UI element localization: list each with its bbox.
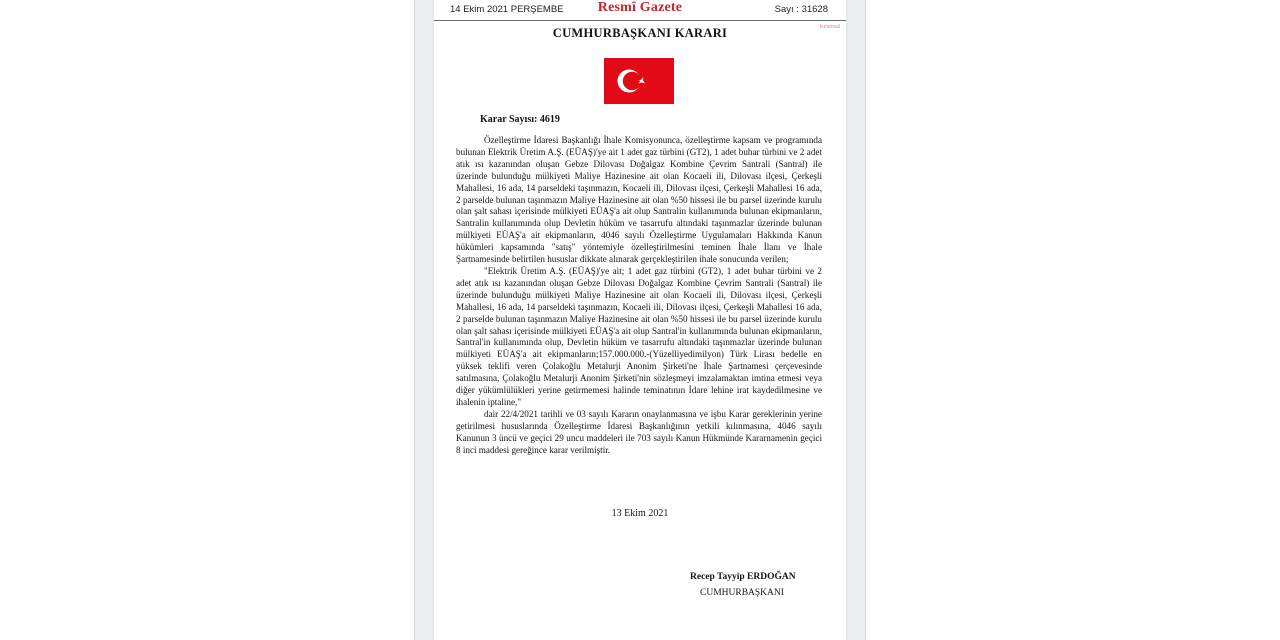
gazette-page xyxy=(434,0,846,640)
signer-title: CUMHURBAŞKANI xyxy=(700,588,784,598)
header-date: 14 Ekim 2021 PERŞEMBE xyxy=(450,4,564,15)
decision-heading: CUMHURBAŞKANI KARARI xyxy=(552,26,728,40)
watermark-stamp: kurumsal xyxy=(819,24,840,30)
crescent-inner xyxy=(623,72,641,90)
decision-number: Karar Sayısı: 4619 xyxy=(480,114,560,125)
gazette-header xyxy=(434,0,846,21)
decision-body xyxy=(456,135,822,456)
paragraph-intro: Özelleştirme İdaresi Başkanlığı İhale Komisyonunca, özelleştirme kapsam ve programında bulunan Elektrik Üretim A.Ş. (EÜAŞ)'ye ait 1 adet gaz türbini (GT2), 1 adet buhar türbini ve 2 adet atık ısı kazanından oluşan Gebze Dilovası Doğalgaz Kombine Çevrim Santrali (Santral) ile üzerinde bulunduğu mülkiyeti Maliye Hazinesine ait olan Kocaeli ili, Dilovası ilçesi, Çerkeşli Mahallesi, 16 ada, 14 parseldeki taşınmazın, Kocaeli ili, Dilovası ilçesi, Çerkeşli Mahallesi 16 ada, 2 parselde bulunan taşınmazın Maliye Hazinesine ait olan %50 hissesi ile bu parsel üzerinde kurulu olan şalt sahası içerisinde mülkiyeti EÜAŞ'a ait olup Santralin kullanımında bulunan ekipmanların, Santralin kullanımında olup Devletin hüküm ve tasarrufu altındaki taşınmazlar üzerinde bulunan mülkiyeti EÜAŞ'a ait ekipmanların, 4046 sayılı Özelleştirme Uygulamaları Hakkında Kanun hükümleri kapsamında "satış" yöntemiyle özelleştirilmesini teminen İhale İlanı ve İhale Şartnamesinde belirtilen hususlar dikkate alınarak gerçekleştirilen ihale sonucunda verilen; xyxy=(456,135,822,265)
issue-number: Sayı : 31628 xyxy=(774,4,828,15)
paragraph-resolution: dair 22/4/2021 tarihli ve 03 sayılı Kararın onaylanmasına ve işbu Karar gereklerinin yerine getirilmesi hususlarında Özelleştirme İdaresi Başkanlığının yetkili kılınmasına, 4046 sayılı Kanunun 3 üncü ve geçici 29 uncu maddeleri ile 703 sayılı Kanun Hükmünde Kararnamenin geçici 8 inci maddesi gereğince karar verilmiştir. xyxy=(456,408,822,455)
gazette-masthead: Resmî Gazete xyxy=(597,0,683,15)
turkish-flag-icon xyxy=(604,58,674,104)
decision-date: 13 Ekim 2021 xyxy=(611,508,669,519)
paragraph-quoted-decision: "Elektrik Üretim A.Ş. (EÜAŞ)'ye ait; 1 adet gaz türbini (GT2), 1 adet buhar türbini ve 2 adet atık ısı kazanından oluşan Gebze Dilovası Doğalgaz Kombine Çevrim Santrali (Santral) ile üzerinde bulunduğu mülkiyeti Maliye Hazinesine ait olan Kocaeli ili, Dilovası ilçesi, Çerkeşli Mahallesi, 16 ada, 14 parseldeki taşınmazın, Kocaeli ili, Dilovası ilçesi, Çerkeşli Mahallesi 16 ada, 2 parselde bulunan taşınmazın Maliye Hazinesine ait olan %50 hissesi ile bu parsel üzerinde kurulu olan şalt sahası içerisinde mülkiyeti EÜAŞ'a ait olup Santral'in kullanımında bulunan ekipmanların, Santral'in kullanımında olup, Devletin hüküm ve tasarrufu altındaki taşınmazlar üzerinde bulunan mülkiyeti EÜAŞ'a ait ekipmanların;157.000.000.-(Yüzelliyedimilyon) Türk Lirası bedelle en yüksek teklifi veren Çolakoğlu Metalurji Anonim Şirketi'ne İhale Şartnamesi çerçevesinde satılmasına, Çolakoğlu Metalurji Anonim Şirketi'nin sözleşmeyi imzalamaktan imtina etmesi veya diğer yükümlülükleri yerine getirmemesi halinde teminatının İdare lehine irat kaydedilmesine ve ihalenin iptaline," xyxy=(456,265,822,407)
signer-name: Recep Tayyip ERDOĞAN xyxy=(690,572,796,582)
